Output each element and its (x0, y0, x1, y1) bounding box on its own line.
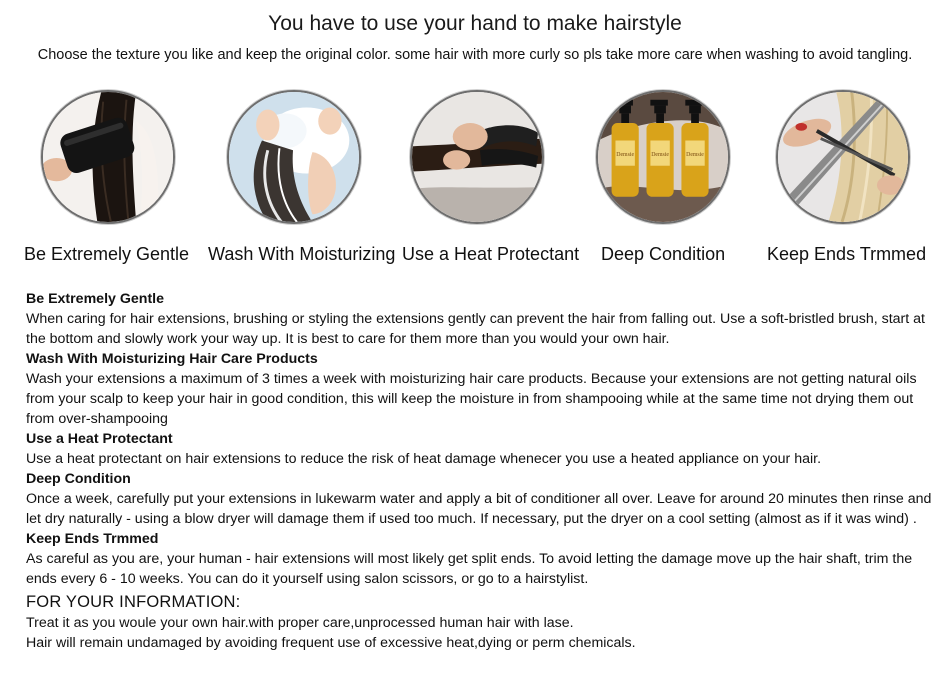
info-heading: FOR YOUR INFORMATION: (26, 593, 241, 611)
page-title: You have to use your hand to make hairstyle (268, 12, 682, 35)
section-text: Wash your extensions a maximum of 3 times a week with moisturizing hair care products. Because your extensions are not getting natural oils from your scalp to keep your hair in good condition, this will keep the moisture in from shampooing while at the same time not drying them out from over-shampooing (26, 371, 917, 427)
section-heading: Wash With Moisturizing Hair Care Products (26, 351, 318, 367)
info-line: Treat it as you woule your own hair.with proper care,unprocessed human hair with lase. (26, 615, 574, 631)
section-gentle (26, 289, 936, 349)
tip-label: Deep Condition (601, 244, 726, 264)
section-text: Use a heat protectant on hair extensions to reduce the risk of heat damage whenecer you use a heated appliance on your hair. (26, 451, 822, 467)
brush-icon (41, 90, 175, 224)
section-heading: Deep Condition (26, 471, 131, 487)
conditioner-bottles-icon (596, 90, 730, 224)
shampoo-wash-icon (227, 90, 361, 224)
section-text: As careful as you are, your human - hair extensions will most likely get split ends. To avoid letting the damage move up the hair shaft, trim the ends every 6 - 10 weeks. You can do it yourself using salon scissors, or go to a hairstylist. (26, 551, 913, 587)
hair-care-tips-row (0, 90, 950, 270)
section-heading: Keep Ends Trmmed (26, 531, 159, 547)
tip-label: Wash With Moisturizing (208, 244, 396, 264)
section-text: When caring for hair extensions, brushing or styling the extensions gently can prevent the hair from falling out. Use a soft-bristled brush, start at the bottom and slowly work your way up. It is best to care for them more than you would your own hair. (26, 311, 925, 347)
section-heading: Use a Heat Protectant (26, 431, 173, 447)
page-subtitle: Choose the texture you like and keep the original color. some hair with more curly so pls take more care when washing to avoid tangling. (37, 47, 913, 63)
tip-label: Be Extremely Gentle (24, 244, 190, 264)
scissors-comb-icon (776, 90, 910, 224)
info-line: Hair will remain undamaged by avoiding frequent use of excessive heat,dying or perm chemicals. (26, 635, 636, 651)
section-text: Once a week, carefully put your extensions in lukewarm water and apply a bit of conditioner all over. Leave for around 20 minutes then rinse and let dry naturally - using a blow dryer will damage them if used too much. If necessary, put the dryer on a cool setting (almost as if it was wind) . (26, 491, 932, 527)
bottle-label: Demsie (686, 152, 704, 159)
section-trim-ends (26, 529, 936, 589)
section-wash (26, 349, 936, 429)
section-deep-condition (26, 469, 936, 529)
section-heading: Be Extremely Gentle (26, 291, 164, 307)
bottle-label: Demsie (651, 152, 669, 159)
section-heat-protectant (26, 429, 936, 469)
tip-label: Keep Ends Trmmed (767, 244, 927, 264)
bottle-label: Demsie (616, 152, 635, 159)
care-instructions (26, 289, 936, 653)
tip-label: Use a Heat Protectant (402, 244, 580, 264)
flat-iron-icon (410, 90, 544, 224)
info-section (26, 591, 936, 653)
